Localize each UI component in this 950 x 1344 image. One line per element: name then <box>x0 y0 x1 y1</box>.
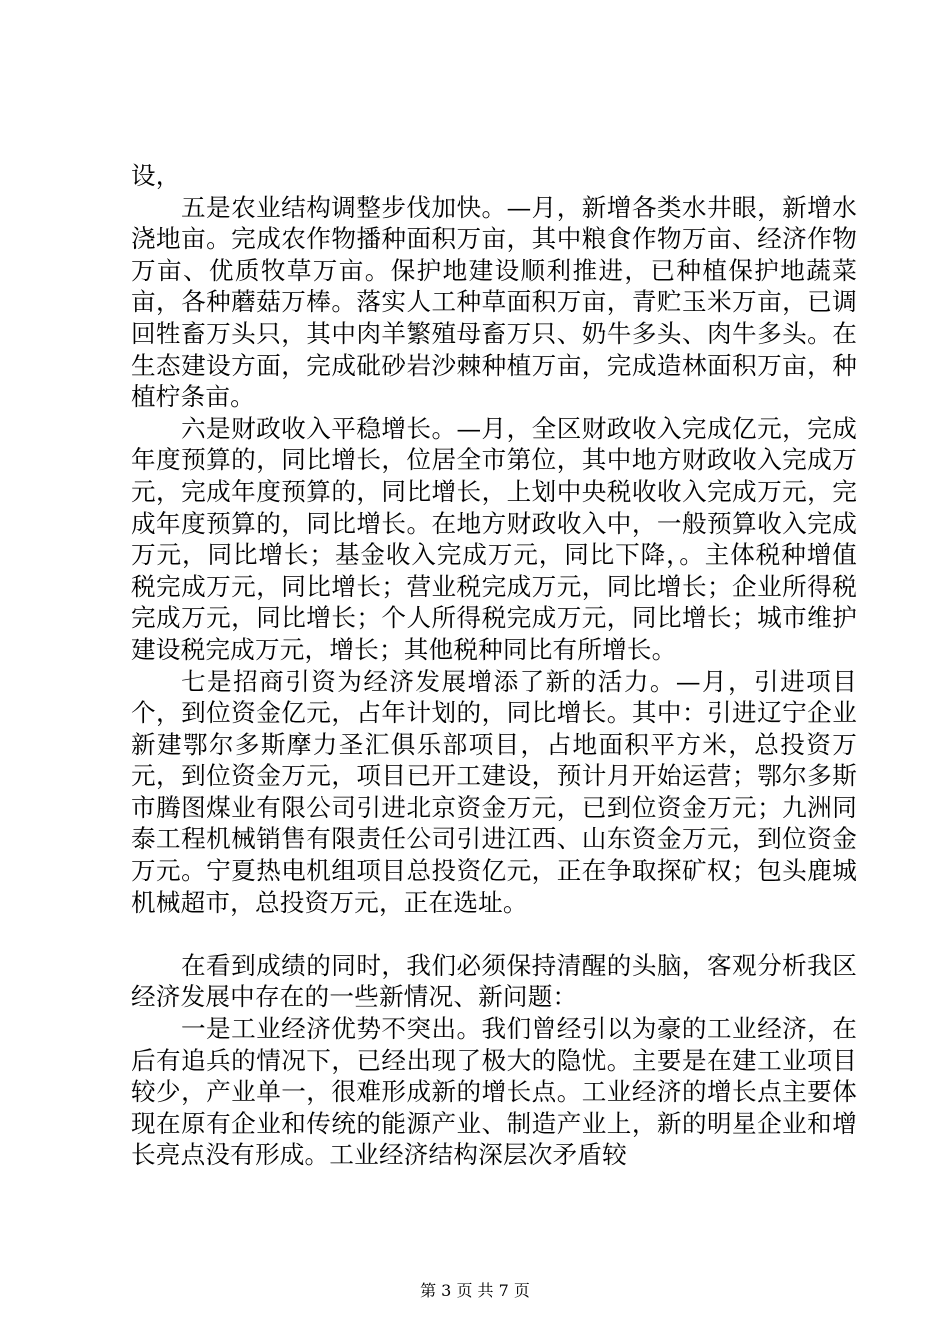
page-footer: 第 3 页 共 7 页 <box>420 1281 530 1300</box>
paragraph-fiscal-revenue: 六是财政收入平稳增长。—月，全区财政收入完成亿元，完成年度预算的，同比增长，位居全市第位，其中地方财政收入完成万元，完成年度预算的，同比增长，上划中央税收收入完成万元，完成年度预算的，同比增长。在地方财政收入中，一般预算收入完成万元，同比增长；基金收入完成万元，同比下降，。主体税种增值税完成万元，同比增长；营业税完成万元，同比增长；企业所得税完成万元，同比增长；个人所得税完成万元，同比增长；城市维护建设税完成万元，增长；其他税种同比有所增长。 <box>131 413 857 664</box>
paragraph-continuation: 设， <box>131 161 181 190</box>
paragraph-spacer <box>131 918 857 950</box>
paragraph-investment: 七是招商引资为经济发展增添了新的活力。—月，引进项目个，到位资金亿元，占年计划的，同比增长。其中：引进辽宁企业新建鄂尔多斯摩力圣汇俱乐部项目，占地面积平方米，总投资万元，到位资金万元，项目已开工建设，预计月开始运营；鄂尔多斯市腾图煤业有限公司引进北京资金万元，已到位资金万元；九洲同泰工程机械销售有限责任公司引进江西、山东资金万元，到位资金万元。宁夏热电机组项目总投资亿元，正在争取探矿权；包头鹿城机械超市，总投资万元，正在选址。 <box>131 666 857 917</box>
paragraph-agriculture: 五是农业结构调整步伐加快。—月，新增各类水井眼，新增水浇地亩。完成农作物播种面积万亩，其中粮食作物万亩、经济作物万亩、优质牧草万亩。保护地建设顺利推进，已种植保护地蔬菜亩，各种蘑菇万棒。落实人工种草面积万亩，青贮玉米万亩，已调回牲畜万头只，其中肉羊繁殖母畜万只、奶牛多头、肉牛多头。在生态建设方面，完成砒砂岩沙棘种植万亩，完成造林面积万亩，种植柠条亩。 <box>131 192 857 412</box>
paragraph-industry-problem: 一是工业经济优势不突出。我们曾经引以为豪的工业经济，在后有追兵的情况下，已经出现了极大的隐忧。主要是在建工业项目较少，产业单一，很难形成新的增长点。工业经济的增长点主要体现在原有企业和传统的能源产业、制造产业上，新的明星企业和增长亮点没有形成。工业经济结构深层次矛盾较 <box>131 1014 857 1170</box>
body-text <box>131 160 857 1171</box>
paragraph-problems-intro: 在看到成绩的同时，我们必须保持清醒的头脑，客观分析我区经济发展中存在的一些新情况、新问题： <box>131 950 857 1012</box>
